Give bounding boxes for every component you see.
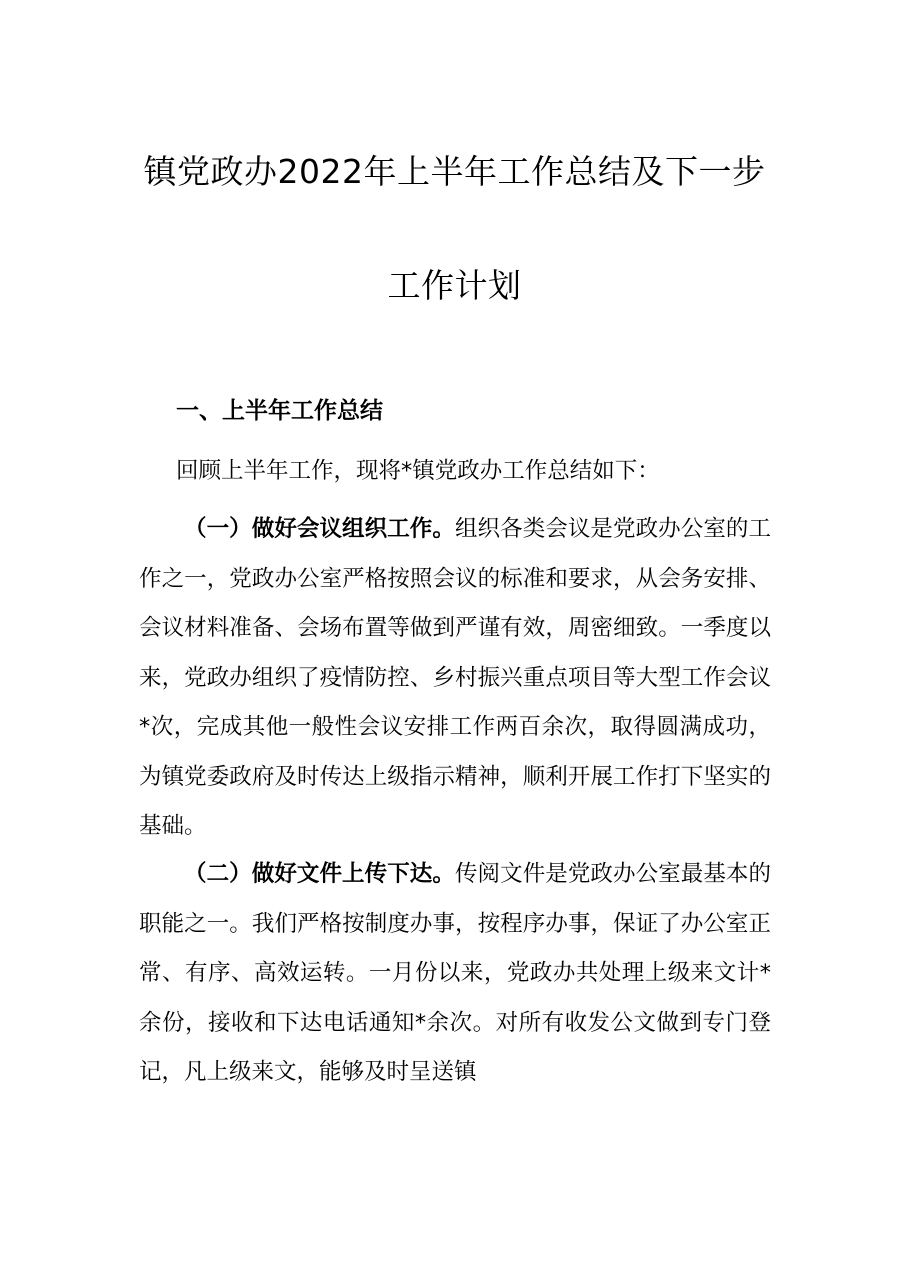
section-heading: 一、上半年工作总结 [176, 398, 383, 424]
paragraph-lead: （一）做好会议组织工作。 [184, 516, 455, 542]
paragraph-meeting-organization [139, 505, 771, 852]
paragraph-body: 组织各类会议是党政办公室的工作之一，党政办公室严格按照会议的标准和要求，从会务安排、会议材料准备、会场布置等做到严谨有效，周密细致。一季度以来，党政办组织了疫情防控、乡村振兴重点项目等大型工作会议*次，完成其他一般性会议安排工作两百余次，取得圆满成功，为镇党委政府及时传达上级指示精神，顺利开展工作打下坚实的基础。 [139, 516, 771, 839]
paragraph-lead: （二）做好文件上传下达。 [184, 861, 455, 887]
intro-paragraph: 回顾上半年工作，现将*镇党政办工作总结如下： [176, 458, 660, 484]
paragraph-body: 传阅文件是党政办公室最基本的职能之一。我们严格按制度办事，按程序办事，保证了办公室正常、有序、高效运转。一月份以来，党政办共处理上级来文计*余份，接收和下达电话通知*余次。对所有收发公文做到专门登记，凡上级来文，能够及时呈送镇 [139, 861, 771, 1085]
document-title-line-1: 镇党政办2022年上半年工作总结及下一步 [143, 152, 766, 191]
paragraph-document-circulation [139, 850, 771, 1098]
document-title-line-2: 工作计划 [387, 266, 522, 305]
